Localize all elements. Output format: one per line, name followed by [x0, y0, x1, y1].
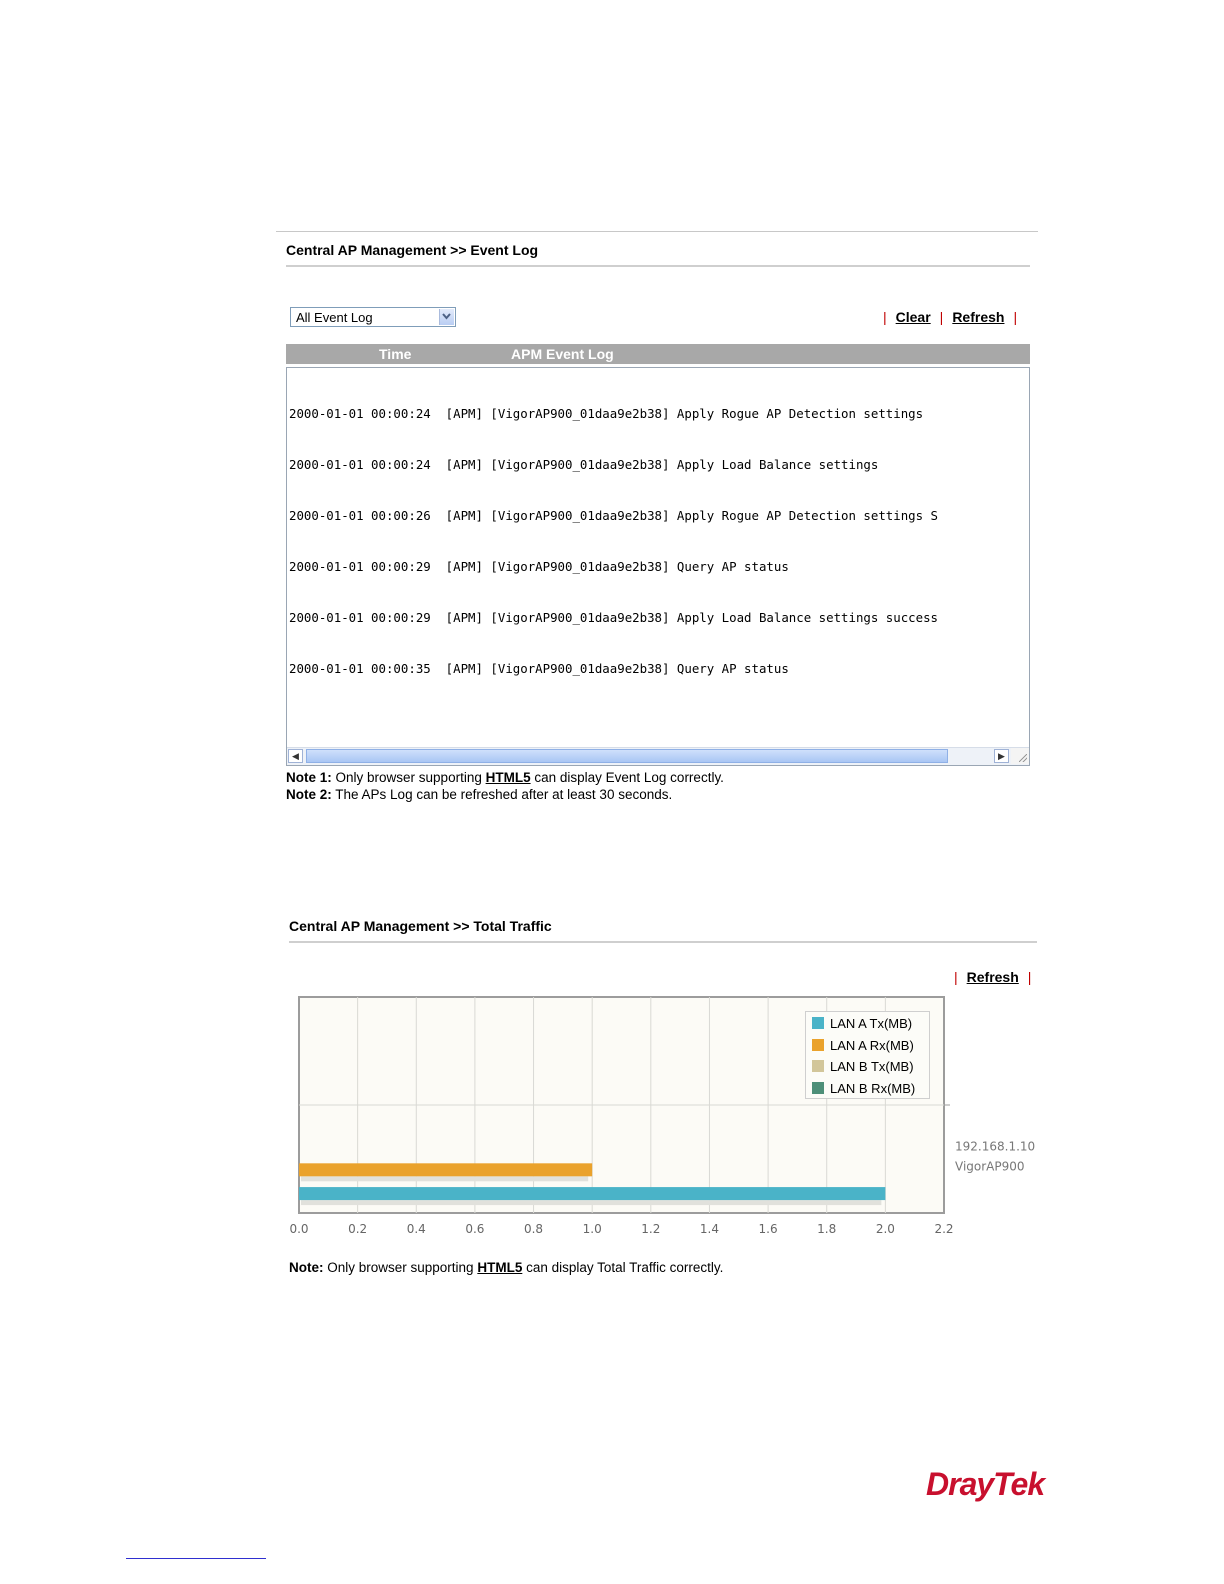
column-header-time: Time: [379, 346, 412, 362]
category-label: 192.168.1.10: [955, 1139, 1036, 1154]
legend-label: LAN A Rx(MB): [830, 1037, 914, 1053]
x-tick-label: 0.2: [348, 1222, 368, 1236]
note-1-text-pre: Only browser supporting: [331, 770, 486, 785]
log-line: 2000-01-01 00:00:29 [APM] [VigorAP900_01daa9e2b38] Query AP status: [289, 559, 789, 574]
x-tick-label: 1.4: [699, 1222, 720, 1236]
x-tick-label: 2.2: [934, 1222, 954, 1236]
event-log-filter-select[interactable]: [290, 307, 456, 327]
event-log-refresh-button[interactable]: Refresh: [952, 309, 1005, 325]
event-log-filter-value: All Event Log: [296, 310, 373, 325]
note-2-text: The APs Log can be refreshed after at least 30 seconds.: [331, 787, 673, 802]
legend-item: [812, 1038, 914, 1053]
page-title-event-log: Central AP Management >> Event Log: [286, 242, 539, 258]
event-log-textarea[interactable]: [286, 367, 1030, 766]
total-traffic-note: [289, 1260, 723, 1275]
x-tick-label: 1.2: [641, 1222, 661, 1236]
note-2-label: Note 2:: [286, 787, 332, 802]
x-tick-label: 0.4: [406, 1222, 426, 1236]
legend-item: [812, 1016, 912, 1031]
total-traffic-actions: [945, 969, 1031, 985]
log-line: 2000-01-01 00:00:26 [APM] [VigorAP900_01daa9e2b38] Apply Rogue AP Detection settings S: [289, 508, 939, 523]
footer-divider: [126, 1558, 266, 1559]
event-log-actions: [874, 309, 1017, 325]
bar-lan-a-tx-mb-: [299, 1187, 885, 1200]
separator: |: [883, 309, 887, 325]
note-1-label: Note 1:: [286, 770, 332, 785]
legend-label: LAN B Tx(MB): [830, 1059, 914, 1074]
legend-swatch: [812, 1060, 824, 1072]
event-log-note-2: [286, 787, 672, 802]
page-title-total-traffic: Central AP Management >> Total Traffic: [289, 918, 552, 934]
note-text-pre: Only browser supporting: [323, 1260, 478, 1275]
legend-item: [812, 1081, 915, 1096]
note-text-post: can display Total Traffic correctly.: [522, 1260, 724, 1275]
legend-label: LAN B Rx(MB): [830, 1080, 916, 1096]
event-log-note-1: [286, 770, 724, 785]
chevron-down-icon[interactable]: [439, 309, 454, 325]
category-label: VigorAP900: [955, 1159, 1025, 1174]
separator: |: [954, 969, 958, 985]
log-line: 2000-01-01 00:00:35 [APM] [VigorAP900_01daa9e2b38] Query AP status: [289, 661, 789, 676]
x-tick-label: 1.0: [582, 1222, 602, 1236]
clear-button[interactable]: Clear: [895, 309, 931, 325]
draytek-logo: DrayTek: [926, 1466, 1045, 1502]
x-tick-label: 1.8: [817, 1222, 837, 1236]
legend-swatch: [812, 1082, 824, 1094]
chart-legend: [805, 1011, 930, 1099]
x-tick-label: 0.8: [523, 1222, 544, 1236]
legend-swatch: [812, 1039, 824, 1051]
event-log-header: [286, 344, 1030, 364]
title-divider: [289, 941, 1037, 943]
html5-link[interactable]: HTML5: [477, 1260, 523, 1275]
bar-lan-a-rx-mb-: [299, 1163, 592, 1176]
top-divider: [276, 231, 1038, 232]
log-line: 2000-01-01 00:00:24 [APM] [VigorAP900_01daa9e2b38] Apply Rogue AP Detection settings: [289, 406, 924, 421]
log-line: 2000-01-01 00:00:29 [APM] [VigorAP900_01daa9e2b38] Apply Load Balance settings success: [289, 610, 939, 625]
legend-swatch: [812, 1017, 824, 1029]
x-tick-label: 0.6: [465, 1222, 485, 1236]
title-divider: [286, 265, 1030, 267]
html5-link[interactable]: HTML5: [485, 770, 531, 785]
event-log-lines: [289, 371, 938, 711]
horizontal-scrollbar[interactable]: [287, 747, 1029, 765]
scroll-right-icon[interactable]: ▶: [994, 749, 1009, 763]
column-header-apm-event-log: APM Event Log: [511, 346, 614, 362]
separator: |: [939, 309, 944, 325]
x-tick-label: 0.0: [289, 1222, 309, 1236]
bar-shadow: [301, 1176, 588, 1181]
total-traffic-refresh-button[interactable]: Refresh: [966, 969, 1019, 985]
resize-grip-icon[interactable]: [1011, 748, 1029, 764]
note-1-text-post: can display Event Log correctly.: [530, 770, 724, 785]
log-line: 2000-01-01 00:00:24 [APM] [VigorAP900_01daa9e2b38] Apply Load Balance settings: [289, 457, 879, 472]
x-tick-label: 1.6: [758, 1222, 778, 1236]
bar-shadow: [301, 1200, 881, 1205]
note-label: Note:: [289, 1260, 324, 1275]
separator: |: [1027, 969, 1032, 985]
scroll-left-icon[interactable]: ◀: [288, 749, 303, 763]
scrollbar-thumb[interactable]: [306, 749, 948, 763]
legend-label: LAN A Tx(MB): [830, 1016, 913, 1031]
separator: |: [1013, 309, 1018, 325]
legend-item: [812, 1059, 914, 1074]
x-tick-label: 2.0: [875, 1222, 895, 1236]
